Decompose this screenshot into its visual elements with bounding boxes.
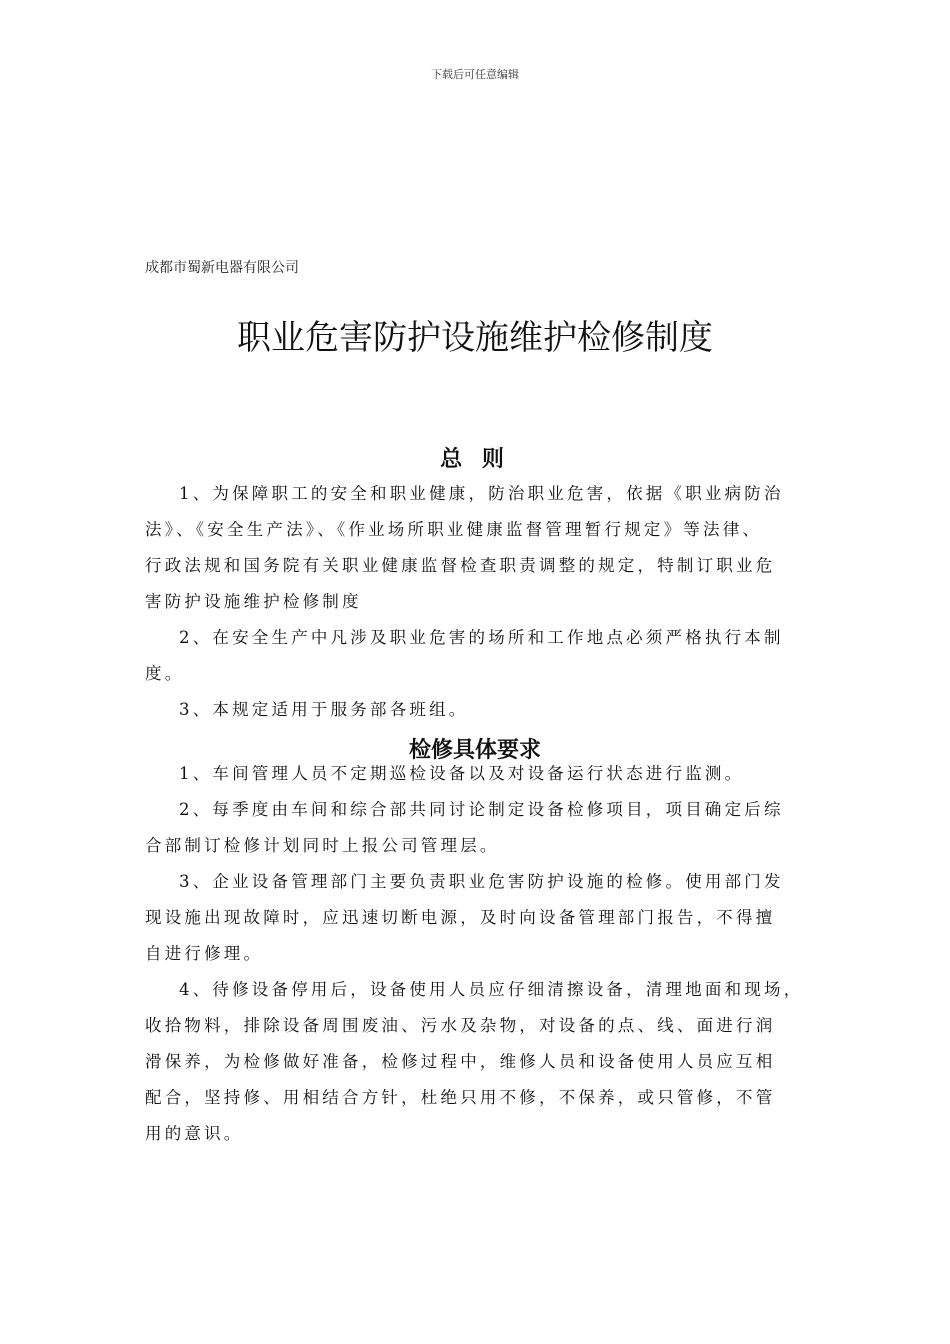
paragraph-line: 2、每季度由车间和综合部共同讨论制定设备检修项目，项目确定后综: [179, 800, 784, 819]
company-name: 成都市蜀新电器有限公司: [145, 260, 299, 276]
paragraph-line: 自进行修理。: [145, 944, 264, 963]
section-body-requirements: [145, 760, 813, 1156]
paragraph-line: 合部制订检修计划同时上报公司管理层。: [145, 836, 500, 855]
paragraph-line: 配合，坚持修、用相结合方针，杜绝只用不修，不保养，或只管修，不管: [145, 1088, 776, 1107]
section-body-general: [145, 480, 813, 732]
document-title: 职业危害防护设施维护检修制度: [237, 318, 713, 358]
paragraph-line: 3、本规定适用于服务部各班组。: [179, 700, 469, 719]
paragraph-line: 用的意识。: [145, 1124, 244, 1143]
paragraph-line: 度。: [145, 664, 185, 683]
paragraph-line: 害防护设施维护检修制度: [145, 592, 362, 611]
paragraph-line: 法》、《安全生产法》、《作业场所职业健康监督管理暂行规定》等法律、: [145, 520, 763, 539]
paragraph-line: 1、为保障职工的安全和职业健康，防治职业危害，依据《职业病防治: [179, 484, 784, 503]
section-heading-requirements: 检修具体要求: [408, 738, 541, 763]
paragraph-line: 行政法规和国务院有关职业健康监督检查职责调整的规定，特制订职业危: [145, 556, 776, 575]
paragraph-line: 2、在安全生产中凡涉及职业危害的场所和工作地点必须严格执行本制: [179, 628, 784, 647]
section-heading-general: 总 则: [440, 447, 510, 472]
paragraph-line: 1、车间管理人员不定期巡检设备以及对设备运行状态进行监测。: [179, 764, 745, 783]
paragraph-line: 收拾物料，排除设备周围废油、污水及杂物，对设备的点、线、面进行润: [145, 1016, 776, 1035]
paragraph-line: 3、企业设备管理部门主要负责职业危害防护设施的检修。使用部门发: [179, 872, 784, 891]
paragraph-line: 滑保养，为检修做好准备，检修过程中，维修人员和设备使用人员应互相: [145, 1052, 776, 1071]
paragraph-line: 4、待修设备停用后，设备使用人员应仔细清擦设备，清理地面和现场，: [179, 980, 804, 999]
paragraph-line: 现设施出现故障时，应迅速切断电源，及时向设备管理部门报告，不得擅: [145, 908, 776, 927]
header-note: 下载后可任意编辑: [431, 68, 519, 81]
